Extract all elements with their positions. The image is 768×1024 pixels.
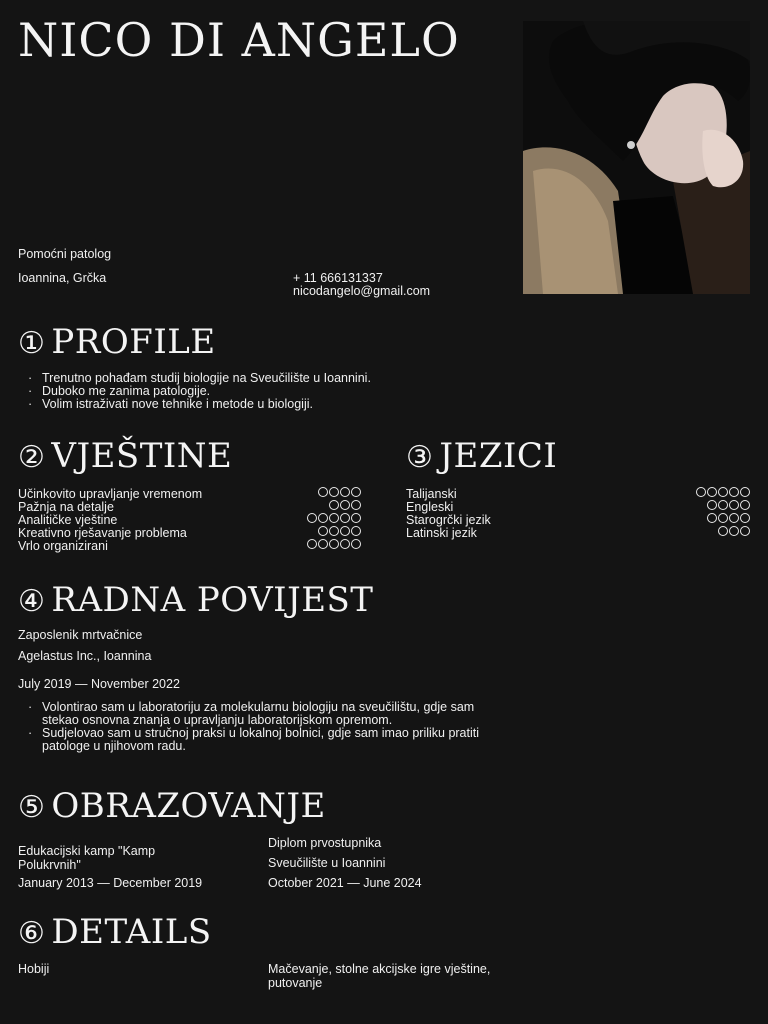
section-number: ⑤ (18, 790, 46, 825)
skill-label: Analitičke vještine (18, 513, 118, 527)
rating-row (674, 485, 750, 498)
rating-row (285, 511, 361, 524)
section-title: VJEŠTINE (51, 436, 233, 476)
email: nicodangelo@gmail.com (293, 284, 431, 298)
rating-dot (351, 526, 361, 536)
rating-dot (729, 487, 739, 497)
profile-photo (523, 21, 750, 294)
education-school: Sveučilište u Ioannini (268, 856, 386, 870)
section-number: ② (18, 440, 46, 475)
rating-dot (340, 526, 350, 536)
rating-dot (740, 487, 750, 497)
work-position: Zaposlenik mrtvačnice (18, 628, 143, 642)
rating-dot (718, 500, 728, 510)
rating-dot (307, 539, 317, 549)
education-camp-name: Edukacijski kamp "Kamp Polukrvnih" (18, 844, 156, 872)
education-degree: Diplom prvostupnika (268, 836, 382, 850)
section-title: DETAILS (51, 912, 212, 952)
rating-dot (729, 526, 739, 536)
rating-dot (318, 539, 328, 549)
rating-dot (707, 513, 717, 523)
rating-dot (718, 487, 728, 497)
work-bullets (18, 701, 508, 753)
section-number: ① (18, 326, 46, 361)
rating-dot (729, 500, 739, 510)
details-heading (18, 912, 212, 954)
rating-dot (351, 487, 361, 497)
education-camp-dates: January 2013 — December 2019 (18, 876, 203, 890)
rating-dot (340, 539, 350, 549)
languages-list (406, 488, 491, 540)
location: Ioannina, Grčka (18, 271, 107, 285)
rating-dot (729, 513, 739, 523)
rating-row (674, 524, 750, 537)
rating-row (285, 537, 361, 550)
language-label: Engleski (406, 500, 454, 514)
rating-dot (351, 513, 361, 523)
rating-row (674, 498, 750, 511)
list-item: · Sudjelovao sam u stručnoj praksi u lokalnoj bolnici, gdje sam imao priliku pratiti patologe u njihovom radu. (18, 727, 508, 753)
rating-dot (340, 487, 350, 497)
rating-dot (340, 500, 350, 510)
rating-dot (718, 526, 728, 536)
language-label: Latinski jezik (406, 526, 477, 540)
rating-row (285, 485, 361, 498)
rating-dot (329, 539, 339, 549)
rating-dot (740, 513, 750, 523)
section-number: ④ (18, 584, 46, 619)
section-title: JEZICI (439, 436, 558, 476)
education-degree-dates: October 2021 — June 2024 (268, 876, 422, 890)
rating-dot (740, 526, 750, 536)
list-item: · Volontirao sam u laboratoriju za molekularnu biologiju na sveučilištu, gdje sam stekao osnovna znanja o upravljanju laboratorijskom opremom. (18, 701, 508, 727)
section-number: ⑥ (18, 916, 46, 951)
rating-dot (707, 487, 717, 497)
rating-dot (307, 513, 317, 523)
rating-dot (718, 513, 728, 523)
language-label: Talijanski (406, 487, 457, 501)
rating-row (285, 524, 361, 537)
skill-label: Kreativno rješavanje problema (18, 526, 187, 540)
skill-label: Pažnja na detalje (18, 500, 114, 514)
rating-dot (329, 487, 339, 497)
skill-label: Vrlo organizirani (18, 539, 108, 553)
rating-dot (740, 500, 750, 510)
rating-dot (340, 513, 350, 523)
profile-heading (18, 322, 216, 364)
rating-dot (318, 513, 328, 523)
rating-row (674, 511, 750, 524)
profile-bullets (18, 372, 498, 411)
rating-row (285, 498, 361, 511)
rating-dot (318, 487, 328, 497)
language-ratings (674, 485, 750, 537)
languages-heading (406, 436, 557, 478)
details-value: Mačevanje, stolne akcijske igre vještine, putovanje (268, 962, 491, 990)
skills-list (18, 488, 202, 553)
rating-dot (707, 500, 717, 510)
list-item: · Duboko me zanima patologije. (18, 385, 498, 398)
resume-name: NICO DI ANGELO (18, 13, 460, 67)
section-title: RADNA POVIJEST (51, 580, 374, 620)
rating-dot (329, 513, 339, 523)
skills-heading (18, 436, 232, 478)
rating-dot (696, 487, 706, 497)
rating-dot (351, 539, 361, 549)
work-company: Agelastus Inc., Ioannina (18, 649, 152, 663)
education-heading (18, 786, 326, 828)
language-label: Starogrčki jezik (406, 513, 491, 527)
rating-dot (329, 526, 339, 536)
skill-label: Učinkovito upravljanje vremenom (18, 487, 203, 501)
skill-ratings (285, 485, 361, 550)
section-title: OBRAZOVANJE (51, 786, 326, 826)
rating-dot (329, 500, 339, 510)
list-item: · Trenutno pohađam studij biologije na Sveučilište u Ioannini. (18, 372, 498, 385)
section-title: PROFILE (51, 322, 216, 362)
section-number: ③ (406, 440, 434, 475)
portrait-image (523, 21, 750, 294)
details-label: Hobiji (18, 962, 50, 976)
phone: + 11 666131337 (293, 271, 383, 285)
work-heading (18, 580, 374, 622)
rating-dot (318, 526, 328, 536)
rating-dot (351, 500, 361, 510)
list-item: · Volim istraživati nove tehnike i metode u biologiji. (18, 398, 498, 411)
job-title: Pomoćni patolog (18, 247, 112, 261)
work-dates: July 2019 — November 2022 (18, 677, 180, 691)
